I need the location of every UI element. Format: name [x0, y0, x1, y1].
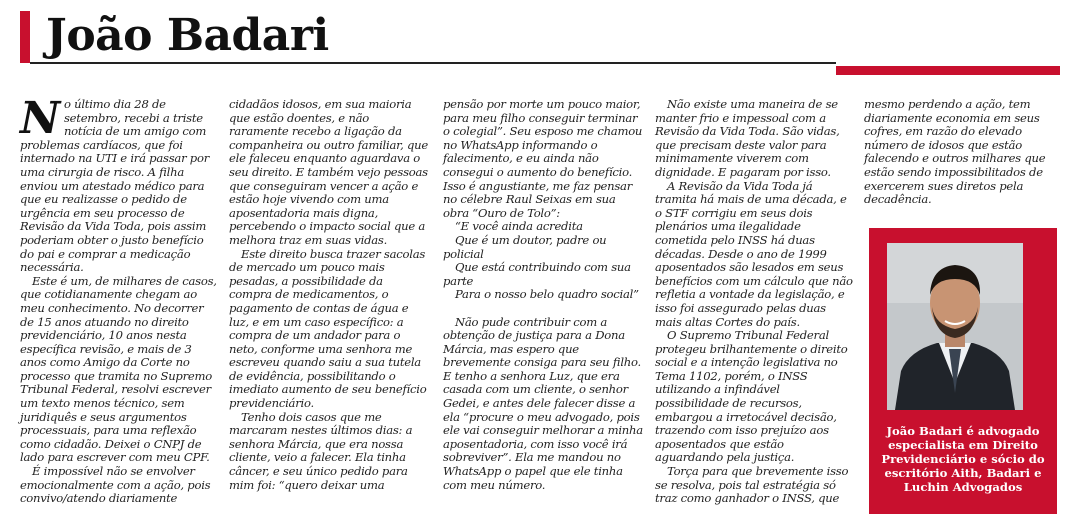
paragraph: Torça para que brevemente isso se resolva, pois tal estratégia só traz como ganhador o INSS, que	[655, 464, 849, 506]
paragraph	[20, 93, 220, 275]
article-column-5	[864, 98, 1056, 207]
paragraph-text: o último dia 28 de setembro, recebi a triste notícia de um amigo com problemas cardíacos, que foi internado na UTI e irá passar por uma cirurgia de risco. A filha enviou um atestado médico para que eu realizasse o pedido de urgência em seu processo de Revisão da Vida Toda, pois assim poderiam obter o justo benefício do pai e comprar a medicação necessária.	[20, 97, 209, 275]
paragraph: mesmo perdendo a ação, tem diariamente economia em seus cofres, em razão do elevado número de idosos que estão falecendo e outros milhares que estão sendo impossibilitados de exercerem sues diretos pela decadência.	[864, 97, 1046, 207]
paragraph: É impossível não se envolver emocionalmente com a ação, pois convivo/atendo diariamente	[20, 464, 211, 506]
article-column-3	[443, 98, 643, 492]
paragraph: A Revisão da Vida Toda já tramita há mais de uma década, e o STF corrigiu em seus dois plenários uma ilegalidade cometida pelo INSS há duas décadas. Desde o ano de 1999 aposentados são lesados em seus benefícios com um cálculo que não refletia a vontade da legislação, e isso foi assegurado pelas duas mais altas Cortes do país.	[655, 178, 853, 329]
quote-line: Que está contribuindo com sua parte	[443, 260, 631, 288]
paragraph: cidadãos idosos, em sua maioria que estão doentes, e não raramente recebo a ligação da companheira ou outro familiar, que ele faleceu enquanto aguardava o seu direito. E também vejo pessoas que conseguiram vencer a ação e estão hoje vivendo com uma aposentadoria mais digna, percebendo o impacto social que a melhora traz em suas vidas.	[229, 97, 429, 247]
quote-line: “E você ainda acredita	[455, 219, 583, 234]
article-column-2	[229, 98, 429, 492]
author-portrait-icon	[887, 243, 1023, 410]
author-caption: João Badari é advogado especialista em Direito Previdenciário e sócio do escritório Aith, Badari e Luchin Advogados	[881, 424, 1045, 494]
paragraph: Este é um, de milhares de casos, que cotidianamente chegam ao meu conhecimento. No decorrer de 15 anos atuando no direito previdenciário, 10 anos nesta específica revisão, e mais de 3 anos como Amigo da Corte no processo que tramita no Supremo Tribunal Federal, resolvi escrever um texto menos técnico, sem juridiquês e seus argumentos processuais, para uma reflexão como cidadão. Deixei o CNPJ de lado para escrever com meu CPF.	[20, 273, 217, 465]
paragraph: pensão por morte um pouco maior, para meu filho conseguir terminar o colegial”. Seu esposo me chamou no WhatsApp informando o falecimento, e eu ainda não consegui o aumento do benefício. Isso é angustiante, me faz pensar no célebre Raul Seixas em sua obra “Ouro de Tolo”:	[443, 97, 643, 220]
paragraph: Não existe uma maneira de se manter frio e impessoal com a Revisão da Vida Toda. São vidas, que precisam deste valor para minimamente viverem com dignidade. E pagaram por isso.	[655, 97, 840, 179]
paragraph: O Supremo Tribunal Federal protegeu brilhantemente o direito social e a intenção legislativa no Tema 1102, porém, o INSS utilizando a infindável possibilidade de recursos, embargou a irretocável decisão, trazendo com isso prejuízo aos aposentados que estão aguardando pela justiça.	[655, 328, 848, 465]
author-photo	[887, 243, 1023, 410]
quote-line: Para o nosso belo quadro social”	[455, 287, 639, 302]
page-title: João Badari	[46, 10, 329, 61]
drop-cap: N	[20, 93, 60, 144]
title-rule	[30, 62, 836, 64]
article-column-4	[655, 98, 855, 506]
paragraph: Não pude contribuir com a obtenção de justiça para a Dona Márcia, mas espero que brevemente consiga para seu filho. E tenho a senhora Luz, que era casada com um cliente, o senhor Gedei, e antes dele falecer disse a ela “procure o meu advogado, pois ele vai conseguir melhorar a minha aposentadoria, com isso você irá sobreviver”. Ela me mandou no WhatsApp o papel que ele tinha com meu número.	[443, 314, 643, 492]
title-accent-bar	[20, 11, 30, 63]
header-accent-bar	[836, 66, 1060, 75]
article-column-1	[20, 93, 220, 506]
quote-line: Que é um doutor, padre ou policial	[443, 232, 607, 261]
paragraph: Tenho dois casos que me marcaram nestes últimos dias: a senhora Márcia, que era nossa cliente, veio a falecer. Ela tinha câncer, e seu único pedido para mim foi: “quero deixar uma	[229, 409, 413, 492]
paragraph: Este direito busca trazer sacolas de mercado um pouco mais pesadas, a possibilidade da compra de medicamentos, o pagamento de contas de água e luz, e em um caso específico: a compra de um andador para o neto, conforme uma senhora me escreveu quando saiu a sua tutela de evidência, possibilitando o imediato aumento de seu benefício previdenciário.	[229, 246, 427, 411]
